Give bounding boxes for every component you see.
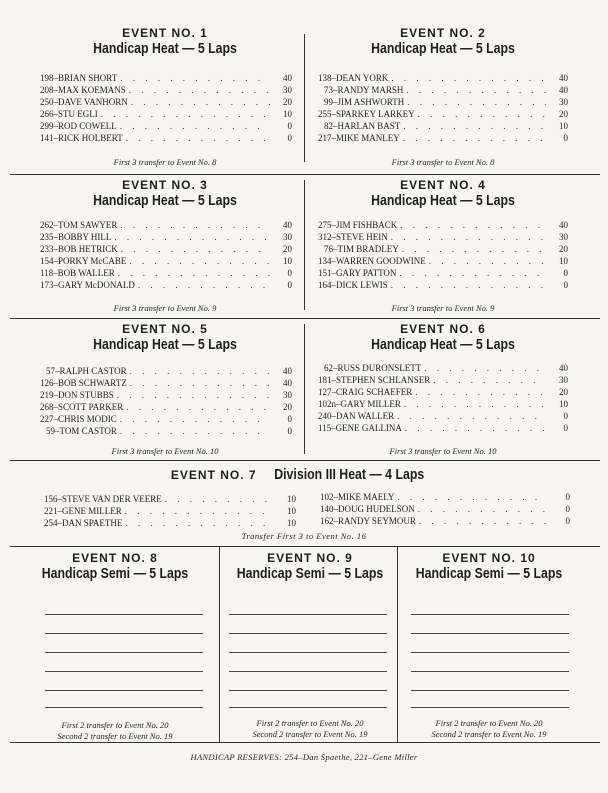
event-7-entries-left bbox=[44, 493, 296, 529]
handicap-points: 40 bbox=[283, 378, 292, 388]
driver-name: 154–PORKY McCABE bbox=[40, 256, 127, 266]
transfer-note: First 3 transfer to Event No. 8 bbox=[391, 157, 495, 167]
event-2-entries bbox=[318, 72, 568, 144]
handicap-points: 10 bbox=[287, 518, 296, 528]
transfer-note: First 3 transfer to Event No. 10 bbox=[389, 446, 497, 456]
handicap-points: 10 bbox=[559, 256, 568, 266]
entry-row bbox=[40, 267, 292, 279]
driver-name: 126–BOB SCHWARTZ bbox=[40, 378, 127, 388]
entry-blank-line bbox=[45, 652, 203, 653]
handicap-points: 0 bbox=[287, 133, 292, 143]
entry-blank-line bbox=[45, 633, 203, 634]
handicap-points: 10 bbox=[283, 256, 292, 266]
entry-row bbox=[320, 491, 570, 503]
entry-blank-line bbox=[229, 707, 387, 708]
entry-row bbox=[40, 389, 292, 401]
entry-row bbox=[40, 219, 292, 231]
event-number: EVENT NO. 2 bbox=[400, 26, 486, 40]
leader-dots bbox=[128, 96, 270, 108]
driver-name: 219–DON STUBBS bbox=[40, 390, 114, 400]
event-number: EVENT NO. 9 bbox=[267, 551, 353, 565]
leader-dots bbox=[118, 243, 270, 255]
driver-name: 262–TOM SAWYER bbox=[40, 220, 118, 230]
event-6-entries bbox=[318, 362, 568, 434]
transfer-note: Transfer First 3 to Event No. 16 bbox=[241, 531, 367, 541]
driver-name: 156–STEVE VAN DER VEERE bbox=[44, 494, 162, 504]
leader-dots bbox=[404, 96, 546, 108]
driver-name: 299–ROD COWELL bbox=[40, 121, 117, 131]
leader-dots bbox=[117, 425, 270, 437]
handicap-points: 10 bbox=[287, 506, 296, 516]
leader-dots bbox=[403, 84, 546, 96]
leader-dots bbox=[115, 267, 270, 279]
event-6 bbox=[298, 322, 588, 354]
leader-dots bbox=[111, 231, 270, 243]
entry-blank-line bbox=[411, 633, 569, 634]
driver-name: 118–BOB WALLER bbox=[40, 268, 115, 278]
entry-row bbox=[318, 72, 568, 84]
transfer-note: First 3 transfer to Event No. 9 bbox=[391, 303, 495, 313]
entry-row bbox=[318, 132, 568, 144]
driver-name: 235–BOBBY HILL bbox=[40, 232, 112, 242]
event-1-entries bbox=[40, 72, 292, 144]
entry-row bbox=[318, 108, 568, 120]
driver-name: 140–DOUG HUDELSON bbox=[320, 504, 415, 514]
event-number: EVENT NO. 3 bbox=[122, 178, 208, 192]
handicap-points: 0 bbox=[563, 423, 568, 433]
entry-row bbox=[318, 398, 568, 410]
entry-row bbox=[318, 84, 568, 96]
event-title: Handicap Semi — 5 Laps bbox=[415, 566, 563, 582]
driver-name: 73–RANDY MARSH bbox=[324, 85, 404, 95]
handicap-points: 40 bbox=[559, 73, 568, 83]
driver-name: 115–GENE GALLINA bbox=[318, 423, 402, 433]
row-divider-3 bbox=[10, 460, 600, 461]
entry-row bbox=[40, 72, 292, 84]
entry-blank-line bbox=[411, 690, 569, 691]
leader-dots bbox=[426, 255, 546, 267]
driver-name: 76–TIM BRADLEY bbox=[324, 244, 399, 254]
event-number: EVENT NO. 8 bbox=[72, 551, 158, 565]
driver-name: 221–GENE MILLER bbox=[44, 506, 122, 516]
leader-dots bbox=[117, 413, 270, 425]
handicap-points: 40 bbox=[283, 220, 292, 230]
entry-row bbox=[320, 503, 570, 515]
row-divider-4 bbox=[10, 546, 600, 547]
entry-row bbox=[318, 362, 568, 374]
leader-dots bbox=[412, 386, 546, 398]
handicap-points: 20 bbox=[559, 109, 568, 119]
leader-dots bbox=[388, 231, 546, 243]
driver-name: 59–TOM CASTOR bbox=[46, 426, 117, 436]
handicap-points: 0 bbox=[565, 516, 570, 526]
handicap-points: 0 bbox=[563, 411, 568, 421]
handicap-points: 10 bbox=[559, 121, 568, 131]
entry-row bbox=[40, 231, 292, 243]
driver-name: 57–RALPH CASTOR bbox=[46, 366, 127, 376]
event-8 bbox=[10, 551, 220, 583]
row-divider-2 bbox=[10, 318, 600, 319]
leader-dots bbox=[388, 72, 546, 84]
event-title: Handicap Semi — 5 Laps bbox=[236, 566, 384, 582]
entry-row bbox=[40, 84, 292, 96]
handicap-points: 20 bbox=[559, 387, 568, 397]
handicap-points: 0 bbox=[287, 280, 292, 290]
leader-dots bbox=[388, 279, 546, 291]
handicap-points: 0 bbox=[287, 268, 292, 278]
entry-row bbox=[40, 96, 292, 108]
entry-row bbox=[318, 255, 568, 267]
handicap-points: 30 bbox=[283, 85, 292, 95]
entry-row bbox=[318, 120, 568, 132]
event-number: EVENT NO. 5 bbox=[122, 322, 208, 336]
entry-blank-line bbox=[229, 614, 387, 615]
handicap-points: 20 bbox=[559, 244, 568, 254]
handicap-points: 0 bbox=[287, 121, 292, 131]
entry-blank-line bbox=[411, 671, 569, 672]
event-title: Division III Heat — 4 Laps bbox=[273, 467, 424, 483]
leader-dots bbox=[127, 365, 270, 377]
leader-dots bbox=[394, 491, 548, 503]
handicap-points: 0 bbox=[563, 280, 568, 290]
entry-row bbox=[40, 377, 292, 389]
leader-dots bbox=[127, 377, 270, 389]
entry-row bbox=[320, 515, 570, 527]
event-number: EVENT NO. 10 bbox=[442, 551, 536, 565]
row-divider-5 bbox=[10, 742, 600, 743]
leader-dots bbox=[123, 132, 270, 144]
entry-blank-line bbox=[229, 652, 387, 653]
event-10 bbox=[384, 551, 594, 583]
event-number: EVENT NO. 4 bbox=[400, 178, 486, 192]
entry-row bbox=[44, 493, 296, 505]
entry-row bbox=[40, 279, 292, 291]
leader-dots bbox=[401, 398, 546, 410]
event-2 bbox=[298, 26, 588, 58]
handicap-points: 0 bbox=[565, 504, 570, 514]
leader-dots bbox=[415, 108, 546, 120]
entry-blank-line bbox=[45, 671, 203, 672]
entry-row bbox=[318, 386, 568, 398]
handicap-points: 0 bbox=[287, 426, 292, 436]
driver-name: 255–SPARKEY LARKEY bbox=[318, 109, 415, 119]
leader-dots bbox=[400, 120, 546, 132]
entry-row bbox=[318, 279, 568, 291]
leader-dots bbox=[415, 503, 548, 515]
handicap-points: 40 bbox=[559, 363, 568, 373]
entry-row bbox=[40, 255, 292, 267]
handicap-points: 10 bbox=[283, 109, 292, 119]
event-7-entries-right bbox=[320, 491, 570, 527]
event-number: EVENT NO. 7 bbox=[170, 468, 257, 482]
entry-row bbox=[44, 517, 296, 529]
leader-dots bbox=[397, 219, 546, 231]
handicap-points: 0 bbox=[287, 414, 292, 424]
driver-name: 162–RANDY SEYMOUR bbox=[320, 516, 416, 526]
entry-row bbox=[40, 365, 292, 377]
entry-row bbox=[318, 422, 568, 434]
event-4-entries bbox=[318, 219, 568, 291]
driver-name: 99–JIM ASHWORTH bbox=[324, 97, 405, 107]
handicap-points: 0 bbox=[563, 133, 568, 143]
driver-name: 268–SCOTT PARKER bbox=[40, 402, 124, 412]
event-3-entries bbox=[40, 219, 292, 291]
leader-dots bbox=[430, 374, 546, 386]
leader-dots bbox=[122, 505, 274, 517]
driver-name: 62–RUSS DURONSLETT bbox=[324, 363, 422, 373]
event-title: Handicap Heat — 5 Laps bbox=[93, 41, 237, 57]
driver-name: 164–DICK LEWIS bbox=[318, 280, 388, 290]
handicap-points: 40 bbox=[283, 366, 292, 376]
leader-dots bbox=[123, 401, 270, 413]
driver-name: 250–DAVE VANHORN bbox=[40, 97, 128, 107]
entry-row bbox=[318, 96, 568, 108]
entry-blank-line bbox=[411, 652, 569, 653]
handicap-points: 30 bbox=[559, 232, 568, 242]
event-title: Handicap Heat — 5 Laps bbox=[93, 337, 237, 353]
entry-row bbox=[318, 231, 568, 243]
leader-dots bbox=[402, 422, 546, 434]
event-title: Handicap Heat — 5 Laps bbox=[371, 337, 515, 353]
driver-name: 240–DAN WALLER bbox=[318, 411, 395, 421]
event-7-header bbox=[0, 466, 608, 484]
leader-dots bbox=[399, 243, 546, 255]
driver-name: 181–STEPHEN SCHLANSER bbox=[318, 375, 431, 385]
leader-dots bbox=[416, 515, 548, 527]
entry-row bbox=[40, 425, 292, 437]
handicap-points: 20 bbox=[283, 97, 292, 107]
leader-dots bbox=[117, 219, 270, 231]
event-number: EVENT NO. 1 bbox=[122, 26, 208, 40]
handicap-points: 40 bbox=[559, 85, 568, 95]
driver-name: 254–DAN SPAETHE bbox=[44, 518, 123, 528]
entry-row bbox=[40, 132, 292, 144]
transfer-note-second: Second 2 transfer to Event No. 19 bbox=[431, 729, 547, 739]
entry-blank-line bbox=[45, 614, 203, 615]
driver-name: 208–MAX KOEMANS bbox=[40, 85, 126, 95]
handicap-points: 0 bbox=[563, 268, 568, 278]
handicap-points: 10 bbox=[559, 399, 568, 409]
leader-dots bbox=[394, 410, 546, 422]
driver-name: 266–STU EGLI bbox=[40, 109, 98, 119]
driver-name: 198–BRIAN SHORT bbox=[40, 73, 118, 83]
driver-name: 134–WARREN GOODWINE bbox=[318, 256, 426, 266]
handicap-points: 20 bbox=[283, 244, 292, 254]
driver-name: 102n–GARY MILLER bbox=[318, 399, 401, 409]
event-1 bbox=[20, 26, 310, 58]
event-number: EVENT NO. 6 bbox=[400, 322, 486, 336]
entry-blank-line bbox=[229, 690, 387, 691]
handicap-points: 40 bbox=[283, 73, 292, 83]
leader-dots bbox=[122, 517, 274, 529]
driver-name: 102–MIKE MAELY bbox=[320, 492, 395, 502]
entry-row bbox=[318, 374, 568, 386]
entry-row bbox=[44, 505, 296, 517]
leader-dots bbox=[396, 267, 546, 279]
handicap-points: 30 bbox=[559, 375, 568, 385]
entry-blank-line bbox=[411, 707, 569, 708]
driver-name: 227–CHRIS MODIC bbox=[40, 414, 117, 424]
handicap-points: 20 bbox=[283, 402, 292, 412]
leader-dots bbox=[421, 362, 546, 374]
event-5-entries bbox=[40, 365, 292, 437]
leader-dots bbox=[98, 108, 270, 120]
entry-row bbox=[318, 410, 568, 422]
handicap-points: 0 bbox=[565, 492, 570, 502]
leader-dots bbox=[126, 84, 270, 96]
handicap-points: 10 bbox=[287, 494, 296, 504]
transfer-note: First 3 transfer to Event No. 10 bbox=[111, 446, 219, 456]
leader-dots bbox=[117, 120, 270, 132]
leader-dots bbox=[135, 279, 270, 291]
driver-name: 173–GARY McDONALD bbox=[40, 280, 135, 290]
driver-name: 151–GARY PATTON bbox=[318, 268, 397, 278]
entry-row bbox=[40, 243, 292, 255]
leader-dots bbox=[162, 493, 274, 505]
transfer-note: First 3 transfer to Event No. 8 bbox=[113, 157, 217, 167]
event-title: Handicap Heat — 5 Laps bbox=[93, 193, 237, 209]
transfer-note-second: Second 2 transfer to Event No. 19 bbox=[252, 729, 368, 739]
leader-dots bbox=[126, 255, 270, 267]
transfer-note-first: First 2 transfer to Event No. 20 bbox=[435, 718, 543, 728]
driver-name: 141–RICK HOLBERT bbox=[40, 133, 123, 143]
event-title: Handicap Semi — 5 Laps bbox=[41, 566, 189, 582]
driver-name: 217–MIKE MANLEY bbox=[318, 133, 400, 143]
entry-row bbox=[40, 108, 292, 120]
transfer-note-first: First 2 transfer to Event No. 20 bbox=[256, 718, 364, 728]
entry-row bbox=[40, 401, 292, 413]
event-5 bbox=[20, 322, 310, 354]
entry-blank-line bbox=[45, 707, 203, 708]
driver-name: 82–HARLAN BAST bbox=[324, 121, 401, 131]
handicap-points: 30 bbox=[283, 232, 292, 242]
row-divider-1 bbox=[10, 174, 600, 175]
driver-name: 127–CRAIG SCHAEFER bbox=[318, 387, 413, 397]
entry-row bbox=[318, 219, 568, 231]
entry-blank-line bbox=[229, 671, 387, 672]
entry-blank-line bbox=[411, 614, 569, 615]
transfer-note-second: Second 2 transfer to Event No. 19 bbox=[57, 731, 173, 741]
leader-dots bbox=[114, 389, 270, 401]
entry-row bbox=[318, 267, 568, 279]
event-3 bbox=[20, 178, 310, 210]
entry-row bbox=[40, 120, 292, 132]
event-title: Handicap Heat — 5 Laps bbox=[371, 41, 515, 57]
transfer-note-first: First 2 transfer to Event No. 20 bbox=[61, 720, 169, 730]
handicap-points: 40 bbox=[559, 220, 568, 230]
driver-name: 312–STEVE HEIN bbox=[318, 232, 388, 242]
entry-row bbox=[318, 243, 568, 255]
driver-name: 138–DEAN YORK bbox=[318, 73, 389, 83]
driver-name: 275–JIM FISHBACK bbox=[318, 220, 398, 230]
handicap-reserves: HANDICAP RESERVES: 254–Dan Spaethe, 221–Gene Miller bbox=[190, 752, 418, 762]
transfer-note: First 3 transfer to Event No. 9 bbox=[113, 303, 217, 313]
event-title: Handicap Heat — 5 Laps bbox=[371, 193, 515, 209]
handicap-points: 30 bbox=[559, 97, 568, 107]
leader-dots bbox=[117, 72, 270, 84]
entry-blank-line bbox=[229, 633, 387, 634]
entry-blank-line bbox=[45, 690, 203, 691]
event-4 bbox=[298, 178, 588, 210]
leader-dots bbox=[400, 132, 546, 144]
driver-name: 233–BOB HETRICK bbox=[40, 244, 118, 254]
handicap-points: 30 bbox=[283, 390, 292, 400]
entry-row bbox=[40, 413, 292, 425]
